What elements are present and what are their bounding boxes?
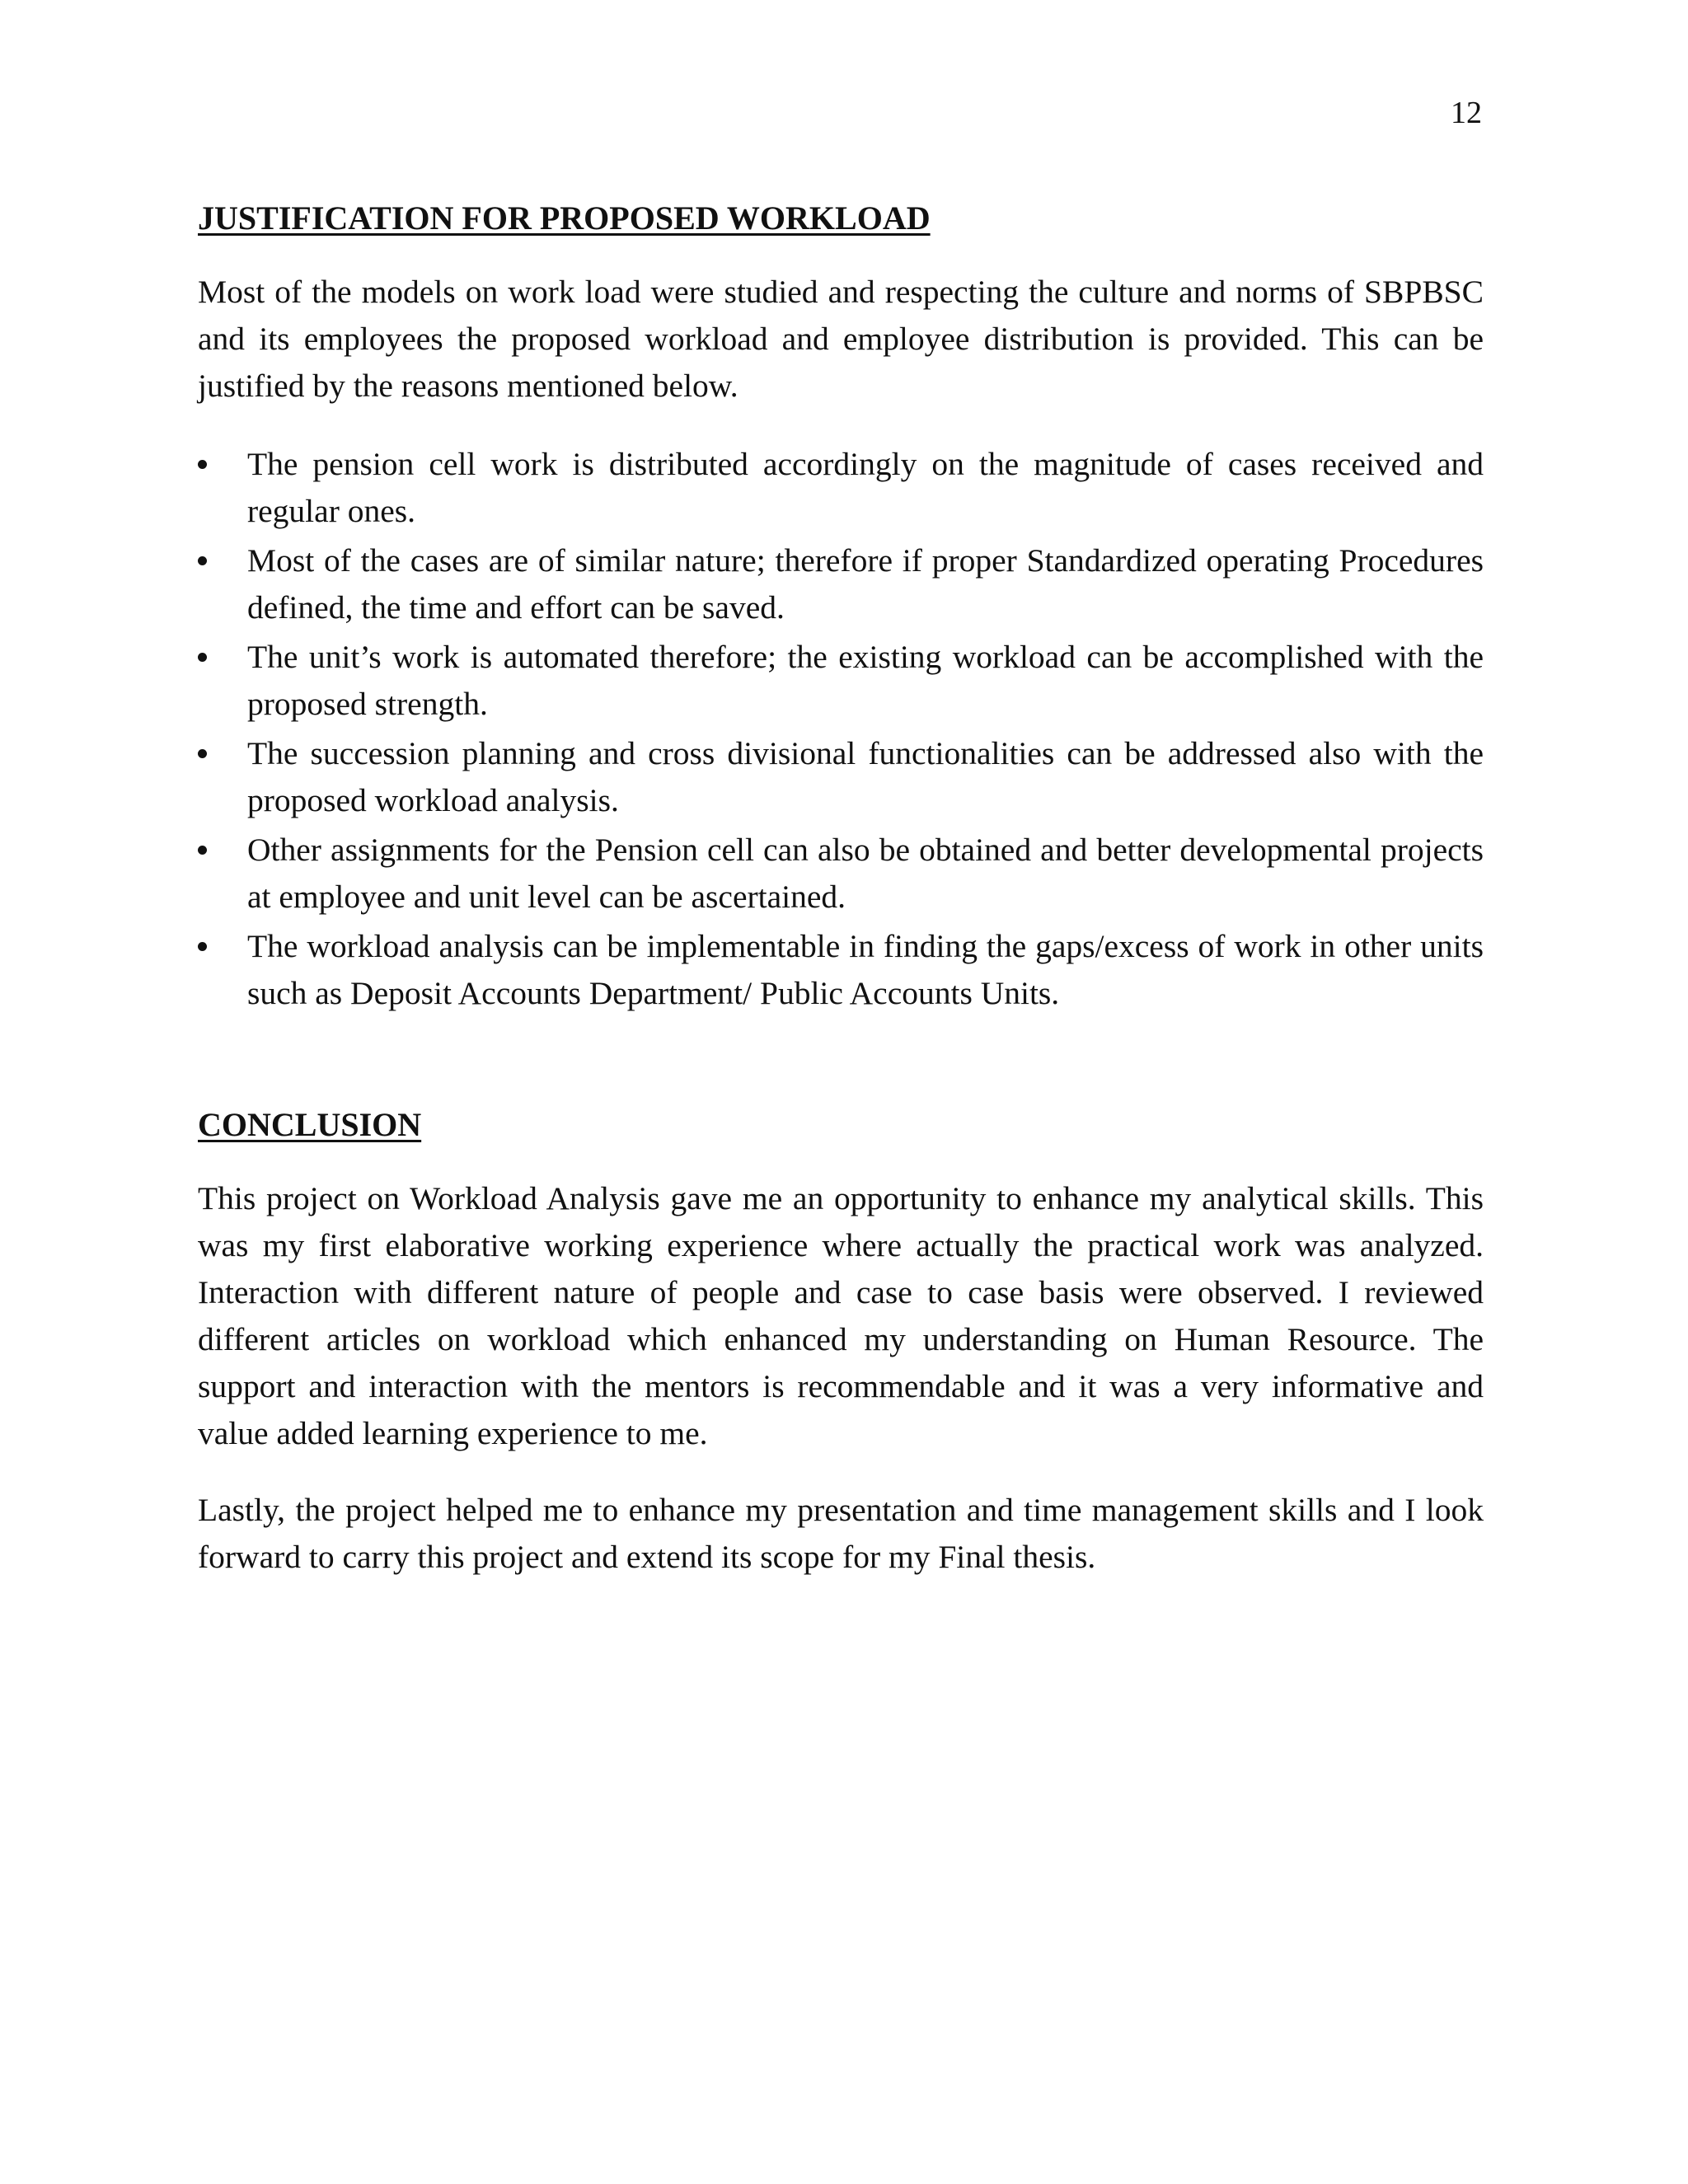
list-item [198,537,1484,631]
list-item-text: The pension cell work is distributed accordingly on the magnitude of cases received and regular ones. [247,446,1484,529]
conclusion-heading: CONCLUSION [198,1106,422,1143]
list-item-text: The succession planning and cross divisional functionalities can be addressed also with the proposed workload analysis. [247,735,1484,818]
bullet-icon [198,556,207,565]
list-item [198,730,1484,824]
list-item-text: Other assignments for the Pension cell can also be obtained and better developmental projects at employee and unit level can be ascertained. [247,832,1484,915]
list-item-text: Most of the cases are of similar nature; therefore if proper Standardized operating Procedures defined, the time and effort can be saved. [247,542,1484,626]
justification-bullet-list [198,441,1484,1017]
bullet-icon [198,460,207,469]
conclusion-paragraph: This project on Workload Analysis gave me an opportunity to enhance my analytical skills. This was my first elaborative working experience where actually the practical work was analyzed. Interaction with different nature of people and case to case basis were observed. I reviewed different articles on workload which enhanced my understanding on Human Resource. The support and interaction with the mentors is recommendable and it was a very informative and value added learning experience to me. [198,1180,1484,1451]
list-item [198,827,1484,921]
bullet-icon [198,846,207,855]
list-item [198,441,1484,535]
conclusion-paragraph: Lastly, the project helped me to enhance my presentation and time management skills and I look forward to carry this project and extend its scope for my Final thesis. [198,1492,1484,1575]
list-item [198,634,1484,728]
document-body [198,198,1484,1581]
list-item-text: The unit’s work is automated therefore; the existing workload can be accomplished with the proposed strength. [247,639,1484,722]
page-number: 12 [1451,96,1482,130]
conclusion-section [198,1104,1484,1581]
bullet-icon [198,749,207,758]
bullet-icon [198,942,207,951]
justification-heading: JUSTIFICATION FOR PROPOSED WORKLOAD [198,199,931,237]
bullet-icon [198,653,207,662]
list-item [198,923,1484,1017]
justification-section [198,198,1484,1017]
justification-intro: Most of the models on work load were studied and respecting the culture and norms of SBPBSC and its employees the proposed workload and employee distribution is provided. This can be justified by the reasons mentioned below. [198,274,1484,404]
list-item-text: The workload analysis can be implementable in finding the gaps/excess of work in other units such as Deposit Accounts Department/ Public Accounts Units. [247,928,1484,1011]
